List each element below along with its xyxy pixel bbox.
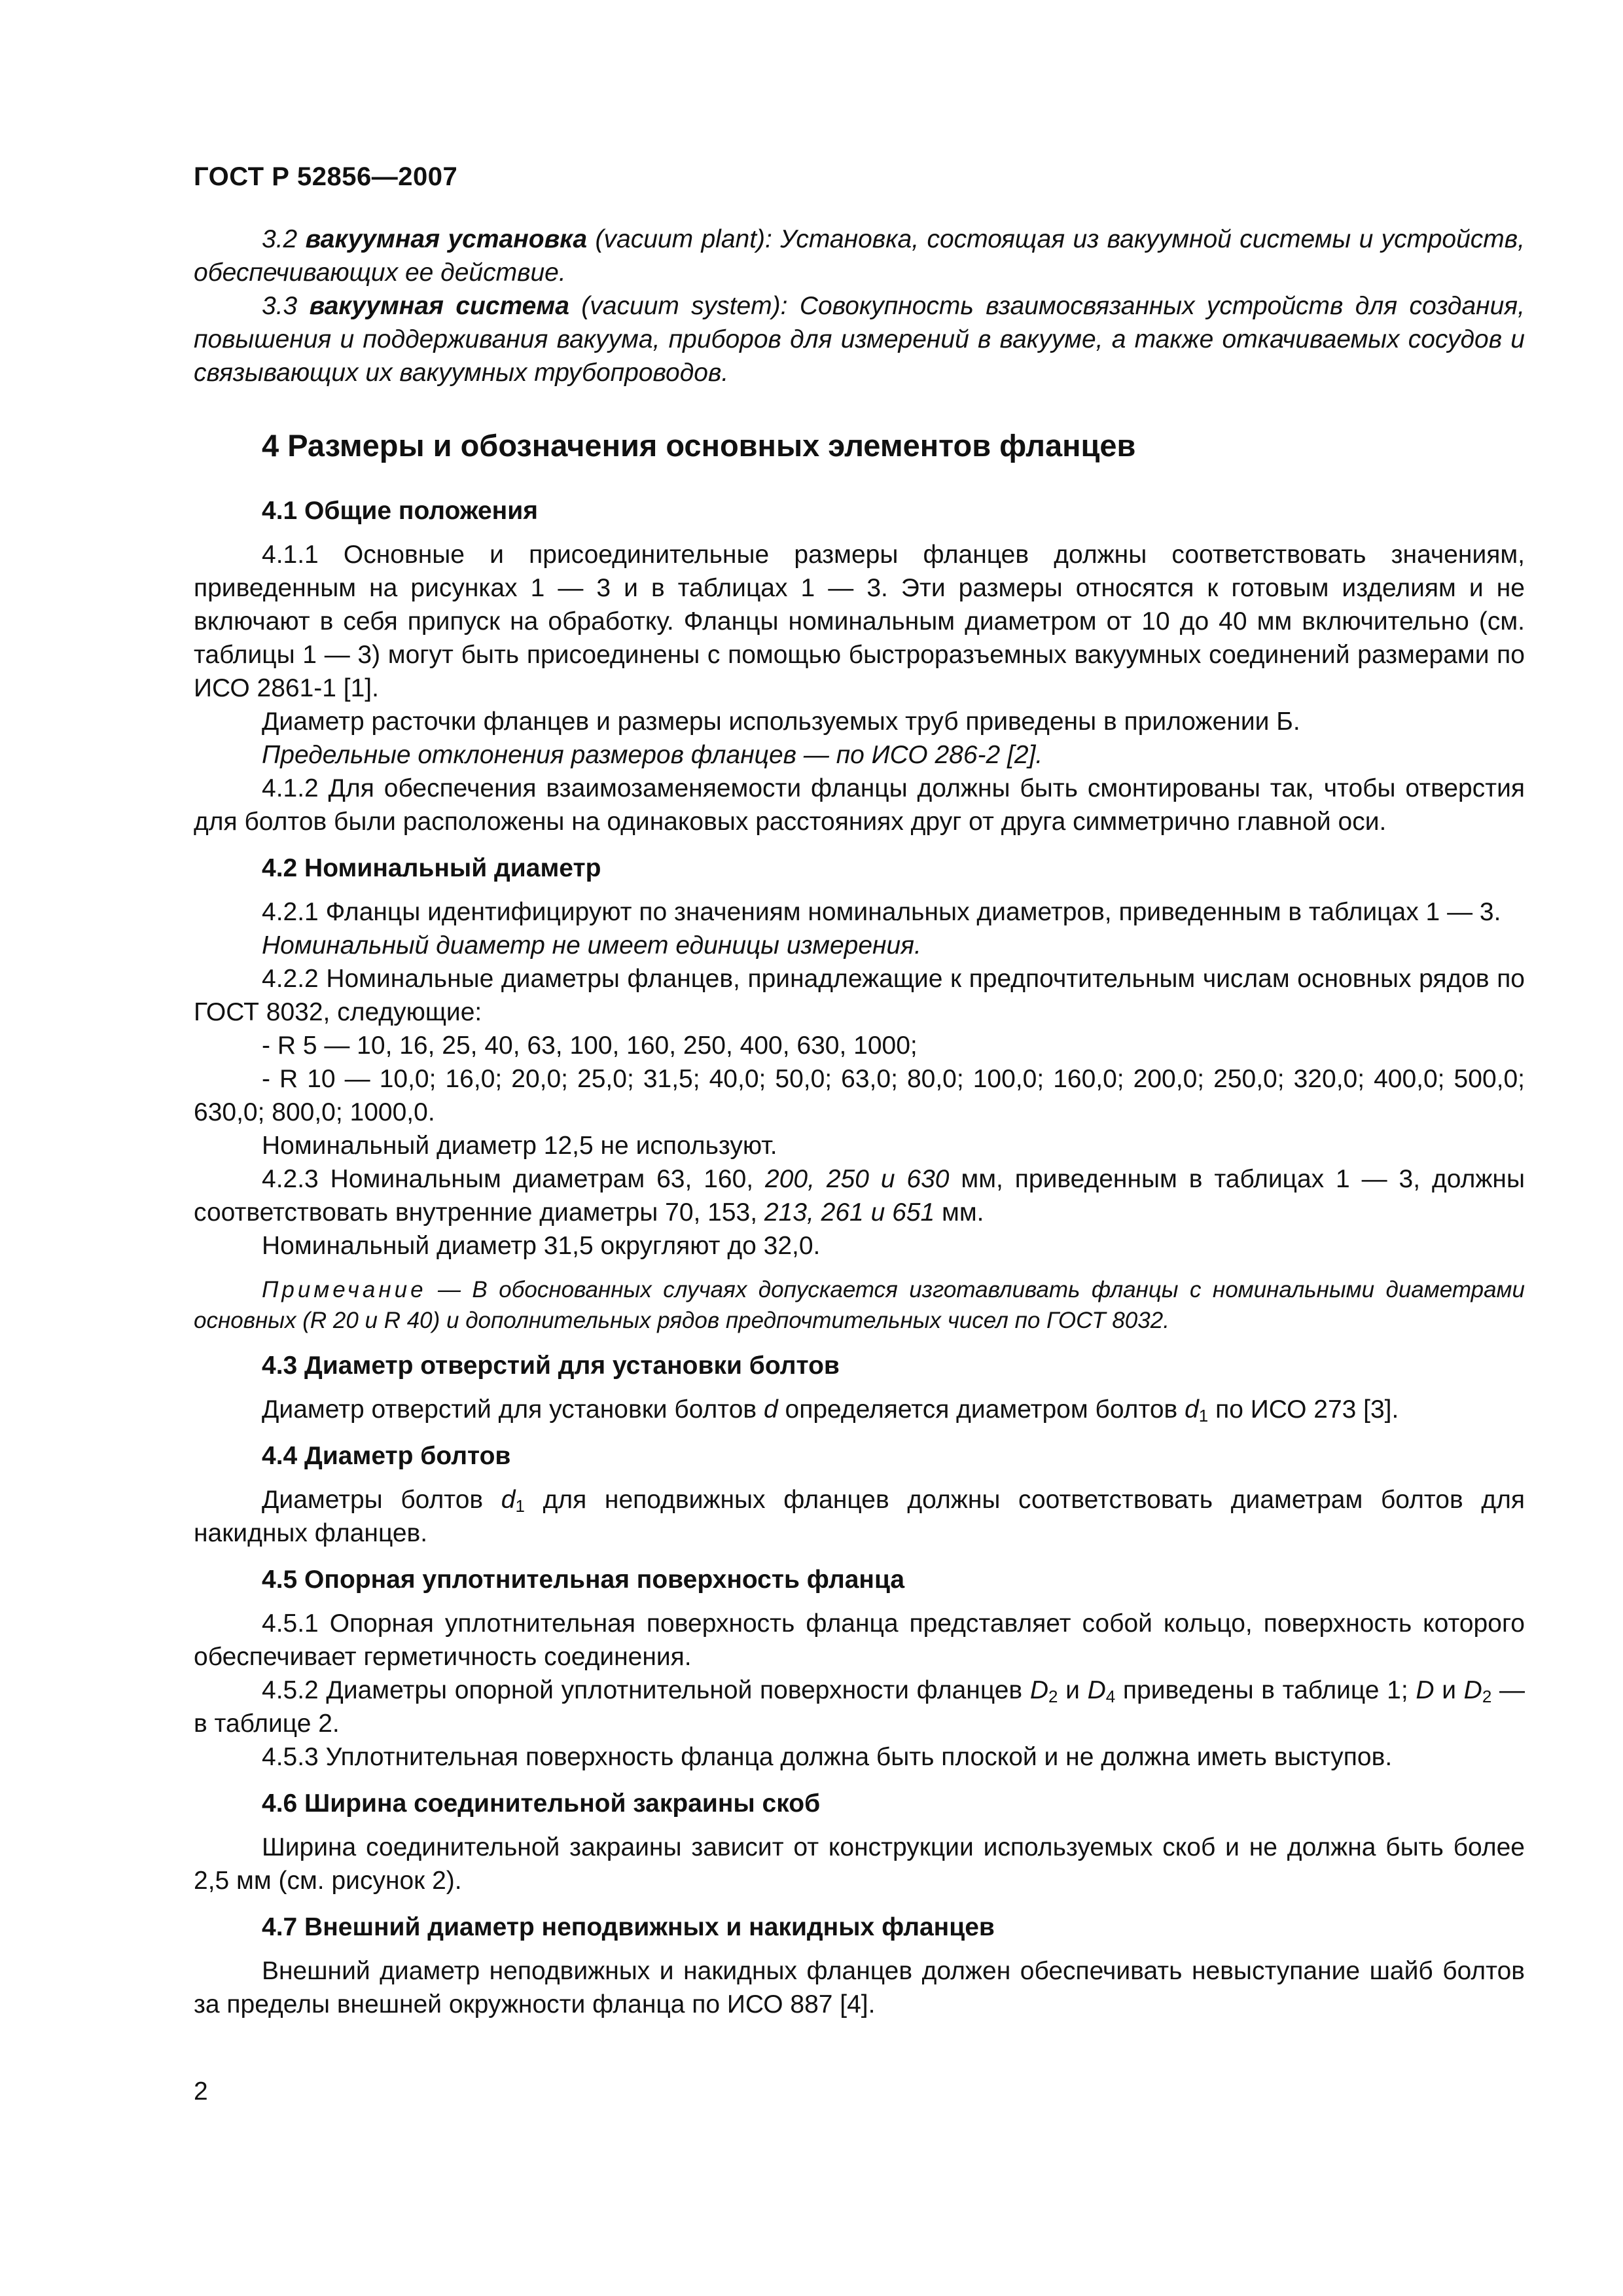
subsection-4-3-title: 4.3 Диаметр отверстий для установки болтов [262, 1352, 840, 1380]
definition-3-2: 3.2 вакуумная установка (vacuum plant): Установка, состоящая из вакуумной системы и устройств, обеспечивающих ее действие. [194, 225, 1525, 287]
subsection-4-1-title: 4.1 Общие положения [262, 497, 538, 525]
term-vacuum-system: вакуумная система [309, 292, 569, 320]
paragraph-4-5-2: 4.5.2 Диаметры опорной уплотнительной поверхности фланцев $D_2$ и $D_4$ приведены в таблице 1; D и $D_2$ — в таблице 2. [194, 1676, 1525, 1738]
paragraph-4-1-1: 4.1.1 Основные и присоединительные размеры фланцев должны соответствовать значениям, приведенным на рисунках 1 — 3 и в таблицах 1 — 3. Эти размеры относятся к готовым изделиям и не включают в себя припуск на обработку. Фланцы номинальным диаметром от 10 до 40 мм включительно (см. таблицы 1 — 3) могут быть присоединены с помощью быстроразъемных вакуумных соединений размерами по ИСО 2861-1 [1]. [194, 541, 1525, 702]
paragraph-4-6: Ширина соединительной закраины зависит от конструкции используемых скоб и не должна быть более 2,5 мм (см. рисунок 2). [194, 1833, 1525, 1895]
paragraph-4-2-1: 4.2.1 Фланцы идентифицируют по значениям номинальных диаметров, приведенным в таблицах 1 — 3. [262, 898, 1501, 926]
paragraph-4-2-unit: Номинальный диаметр не имеет единицы измерения. [262, 931, 921, 960]
subsection-4-4-title: 4.4 Диаметр болтов [262, 1442, 511, 1470]
subsection-4-7-title: 4.7 Внешний диаметр неподвижных и накидных фланцев [262, 1913, 995, 1941]
paragraph-4-1-boring: Диаметр расточки фланцев и размеры используемых труб приведены в приложении Б. [262, 708, 1300, 736]
page-number: 2 [194, 2077, 208, 2106]
term-vacuum-plant: вакуумная установка [305, 225, 588, 253]
section-4-title: 4 Размеры и обозначения основных элементов фланцев [262, 428, 1136, 463]
note-label: Примечание [262, 1277, 427, 1302]
paragraph-4-5-1: 4.5.1 Опорная уплотнительная поверхность фланца представляет собой кольцо, поверхность которого обеспечивает герметичность соединения. [194, 1609, 1525, 1671]
paragraph-4-1-2: 4.1.2 Для обеспечения взаимозаменяемости фланцы должны быть смонтированы так, чтобы отверстия для болтов были расположены на одинаковых расстояниях друг от друга симметрично главной оси. [194, 774, 1525, 836]
subsection-4-2-title: 4.2 Номинальный диаметр [262, 854, 601, 882]
paragraph-4-2-31-5: Номинальный диаметр 31,5 округляют до 32,0. [262, 1232, 821, 1260]
list-item-r5: - R 5 — 10, 16, 25, 40, 63, 100, 160, 250, 400, 630, 1000; [262, 1031, 918, 1060]
paragraph-4-7: Внешний диаметр неподвижных и накидных фланцев должен обеспечивать невыступание шайб болтов за пределы внешней окружности фланца по ИСО 887 [4]. [194, 1957, 1525, 2018]
definition-3-3: 3.3 вакуумная система (vacuum system): Совокупность взаимосвязанных устройств для создания, повышения и поддерживания вакуума, приборов для измерений в вакууме, а также откачиваемых сосудов и связывающих их вакуумных трубопроводов. [194, 292, 1525, 387]
note-4-2: Примечание — В обоснованных случаях допускается изготавливать фланцы с номинальными диаметрами основных (R 20 и R 40) и дополнительных рядов предпочтительных чисел по ГОСТ 8032. [194, 1277, 1525, 1333]
subsection-4-5-title: 4.5 Опорная уплотнительная поверхность фланца [262, 1566, 905, 1594]
paragraph-4-5-3: 4.5.3 Уплотнительная поверхность фланца должна быть плоской и не должна иметь выступов. [262, 1743, 1393, 1771]
paragraph-4-3: Диаметр отверстий для установки болтов d определяется диаметром болтов $d_1$ по ИСО 273 [3]. [262, 1395, 1399, 1426]
paragraph-4-4: Диаметры болтов $d_1$ для неподвижных фланцев должны соответствовать диаметрам болтов для накидных фланцев. [194, 1486, 1525, 1547]
paragraph-4-2-2: 4.2.2 Номинальные диаметры фланцев, принадлежащие к предпочтительным числам основных рядов по ГОСТ 8032, следующие: [194, 965, 1525, 1026]
paragraph-4-2-12-5: Номинальный диаметр 12,5 не используют. [262, 1132, 777, 1160]
document-body [194, 223, 1525, 2021]
document-header: ГОСТ Р 52856—2007 [194, 162, 458, 191]
paragraph-4-1-tolerances: Предельные отклонения размеров фланцев — по ИСО 286-2 [2]. [262, 741, 1043, 769]
list-item-r10: - R 10 — 10,0; 16,0; 20,0; 25,0; 31,5; 40,0; 50,0; 63,0; 80,0; 100,0; 160,0; 200,0; 250,0; 320,0; 400,0; 500,0; 630,0; 800,0; 1000,0. [194, 1065, 1525, 1126]
paragraph-4-2-3: 4.2.3 Номинальным диаметрам 63, 160, 200, 250 и 630 мм, приведенным в таблицах 1 — 3, должны соответствовать внутренние диаметры 70, 153, 213, 261 и 651 мм. [194, 1165, 1525, 1227]
subsection-4-6-title: 4.6 Ширина соединительной закраины скоб [262, 1789, 821, 1818]
